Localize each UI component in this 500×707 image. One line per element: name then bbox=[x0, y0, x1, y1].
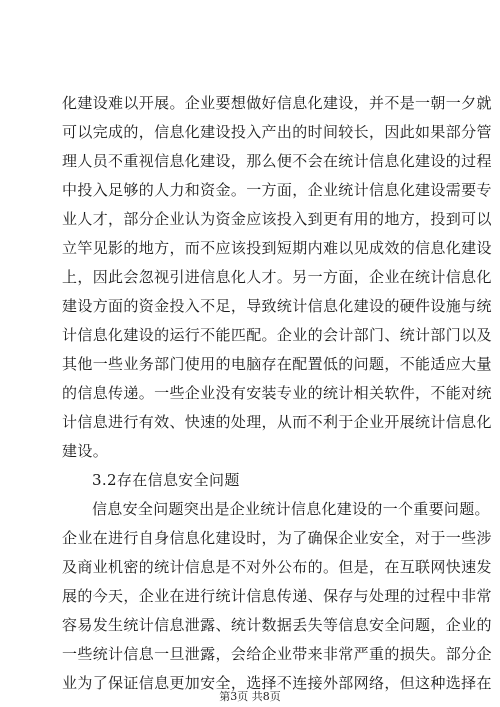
body-text-line: 一些统计信息一旦泄露，会给企业带来非常严重的损失。部分企 bbox=[62, 645, 492, 663]
body-text-line: 业人才，部分企业认为资金应该投入到更有用的地方，投到可以 bbox=[62, 210, 492, 228]
body-text-line: 计信息进行有效、快速的处理，从而不利于企业开展统计信息化 bbox=[62, 413, 492, 431]
body-text-line: 建设方面的资金投入不足，导致统计信息化建设的硬件设施与统 bbox=[62, 297, 492, 315]
page-footer: 第3页 共8页 bbox=[219, 690, 281, 703]
body-text-line: 上，因此会忽视引进信息化人才。另一方面，企业在统计信息化 bbox=[62, 268, 492, 286]
body-text-line: 容易发生统计信息泄露、统计数据丢失等信息安全问题，企业的 bbox=[62, 616, 492, 634]
body-text-line: 建设。 bbox=[62, 442, 109, 460]
section-heading: 3.2存在信息安全问题 bbox=[92, 471, 240, 489]
body-text-line: 的信息传递。一些企业没有安装专业的统计相关软件，不能对统 bbox=[62, 384, 492, 402]
body-text-line: 立竿见影的地方，而不应该投到短期内难以见成效的信息化建设 bbox=[62, 239, 492, 257]
body-text-line: 展的今天，企业在进行统计信息传递、保存与处理的过程中非常 bbox=[62, 587, 492, 605]
body-text-line: 中投入足够的人力和资金。一方面，企业统计信息化建设需要专 bbox=[62, 181, 492, 199]
body-text-line: 化建设难以开展。企业要想做好信息化建设，并不是一朝一夕就 bbox=[62, 94, 492, 112]
body-text-line: 信息安全问题突出是企业统计信息化建设的一个重要问题。 bbox=[92, 500, 490, 518]
body-text-line: 及商业机密的统计信息是不对外公布的。但是，在互联网快速发 bbox=[62, 558, 492, 576]
body-text-line: 其他一些业务部门使用的电脑存在配置低的问题，不能适应大量 bbox=[62, 355, 492, 373]
body-text-line: 计信息化建设的运行不能匹配。企业的会计部门、统计部门以及 bbox=[62, 326, 492, 344]
body-text-line: 业为了保证信息更加安全，选择不连接外部网络，但这种选择在 bbox=[62, 674, 492, 692]
body-text-line: 企业在进行自身信息化建设时，为了确保企业安全，对于一些涉 bbox=[62, 529, 492, 547]
body-text-line: 可以完成的，信息化建设投入产出的时间较长，因此如果部分管 bbox=[62, 123, 492, 141]
body-text-line: 理人员不重视信息化建设，那么便不会在统计信息化建设的过程 bbox=[62, 152, 492, 170]
